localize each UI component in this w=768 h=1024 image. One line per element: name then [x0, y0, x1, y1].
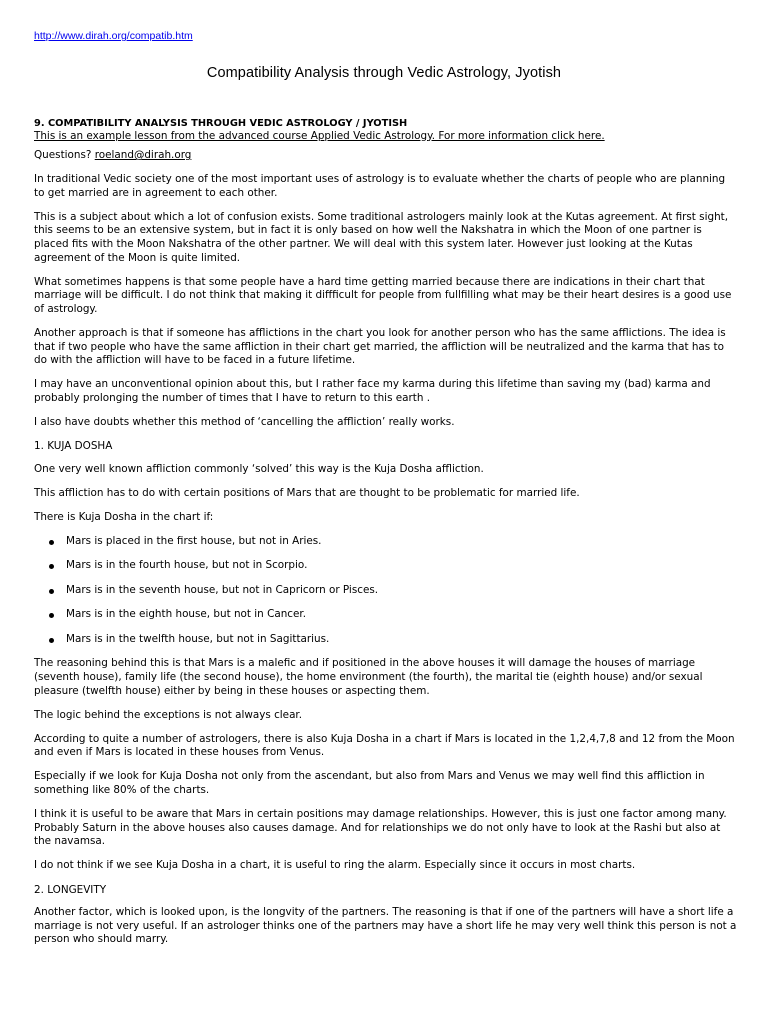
lesson-heading: 9. COMPATIBILITY ANALYSIS THROUGH VEDIC ASTROLOGY / JYOTISH: [34, 118, 408, 129]
list-item-text: Mars is in the twelfth house, but not in Sagittarius.: [66, 632, 330, 645]
intro-paragraph: I may have an unconventional opinion about this, but I rather face my karma during this lifetime than saving my (bad) karma and probably prolonging the number of times that I have to return to this earth .: [34, 378, 711, 404]
course-info-link[interactable]: This is an example lesson from the advanced course Applied Vedic Astrology. For more information click here.: [34, 129, 605, 142]
kuja-paragraph: The logic behind the exceptions is not always clear.: [34, 708, 303, 721]
bullet-icon: [49, 564, 54, 569]
list-item-text: Mars is in the eighth house, but not in Cancer.: [66, 608, 307, 621]
bullet-icon: [49, 589, 54, 594]
longevity-heading: 2. LONGEVITY: [34, 883, 107, 896]
source-url-link[interactable]: http://www.dirah.org/compatib.htm: [34, 30, 193, 42]
kuja-paragraph: I do not think if we see Kuja Dosha in a chart, it is useful to ring the alarm. Especially since it occurs in most charts.: [34, 859, 636, 872]
bullet-icon: [49, 638, 54, 643]
intro-paragraph: Another approach is that if someone has afflictions in the chart you look for another person who has the same afflictions. The idea is that if two people who have the same affliction in their chart get married, the affliction will be neutralized and the karma that has to do with the affliction will have to be faced in a future lifetime.: [34, 327, 726, 367]
intro-paragraph: In traditional Vedic society one of the most important uses of astrology is to evaluate whether the charts of people who are planning to get married are in agreement to each other.: [34, 173, 726, 199]
kuja-paragraph: There is Kuja Dosha in the chart if:: [34, 510, 214, 523]
intro-paragraph: What sometimes happens is that some people have a hard time getting married because there are indications in their chart that marriage will be difficult. I do not think that making it diffficult for people from fullfilling what may be their heart desires is a good use of astrology.: [34, 275, 732, 315]
list-item: [66, 535, 738, 549]
questions-label: Questions?: [34, 149, 92, 162]
intro-paragraph: This is a subject about which a lot of confusion exists. Some traditional astrologers mainly look at the Kutas agreement. At first sight, this seems to be an extensive system, but in fact it is only based on how well the Nakshatra in which the Moon of one partner is placed fits with the Moon Nakshatra of the other partner. We will deal with this system later. However just looking at the Kutas agreement of the Moon is quite limited.: [34, 210, 729, 264]
kuja-paragraph: Especially if we look for Kuja Dosha not only from the ascendant, but also from Mars and Venus we may well find this affliction in something like 80% of the charts.: [34, 770, 705, 797]
longevity-paragraph: Another factor, which is looked upon, is the longvity of the partners. The reasoning is that if one of the partners will have a short life a marriage is not very useful. If an astrologer thinks one of the partners may have a short life he may very well think this person is not a person who should marry.: [34, 906, 737, 946]
kuja-paragraph: One very well known affliction commonly ‘solved’ this way is the Kuja Dosha affliction.: [34, 462, 484, 475]
list-item: [66, 559, 738, 573]
kuja-paragraph: The reasoning behind this is that Mars is a malefic and if positioned in the above houses it will damage the houses of marriage (seventh house), family life (the second house), the home environment (the fourth), the marital tie (eighth house) and/or sexual pleasure (twelfth house) either by being in these houses or aspecting them.: [34, 657, 703, 697]
contact-email-link[interactable]: roeland@dirah.org: [94, 149, 192, 162]
bullet-icon: [49, 613, 54, 618]
list-item: [66, 608, 738, 622]
list-item-text: Mars is in the fourth house, but not in Scorpio.: [66, 559, 308, 572]
bullet-icon: [49, 540, 54, 545]
document-body: [34, 118, 738, 957]
list-item-text: Mars is in the seventh house, but not in Capricorn or Pisces.: [66, 583, 379, 596]
kuja-paragraph: I think it is useful to be aware that Mars in certain positions may damage relationships. However, this is just one factor among many. Probably Saturn in the above houses also causes damage. And for relationships we do not only have to look at the Rashi but also at the navamsa.: [34, 808, 727, 848]
questions-line: [34, 149, 738, 163]
list-item: [66, 633, 738, 647]
list-item: [66, 584, 738, 598]
kuja-paragraph: According to quite a number of astrologers, there is also Kuja Dosha in a chart if Mars is located in the 1,2,4,7,8 and 12 from the Moon and even if Mars is located in these houses from Venus.: [34, 732, 735, 759]
list-item-text: Mars is placed in the first house, but not in Aries.: [66, 534, 322, 547]
kuja-dosha-heading: 1. KUJA DOSHA: [34, 440, 113, 453]
intro-paragraph: I also have doubts whether this method of ‘cancelling the affliction’ really works.: [34, 416, 455, 428]
kuja-conditions-list: [34, 535, 738, 647]
kuja-paragraph: This affliction has to do with certain positions of Mars that are thought to be problematic for married life.: [34, 486, 580, 499]
document-title: Compatibility Analysis through Vedic Astrology, Jyotish: [206, 65, 562, 81]
